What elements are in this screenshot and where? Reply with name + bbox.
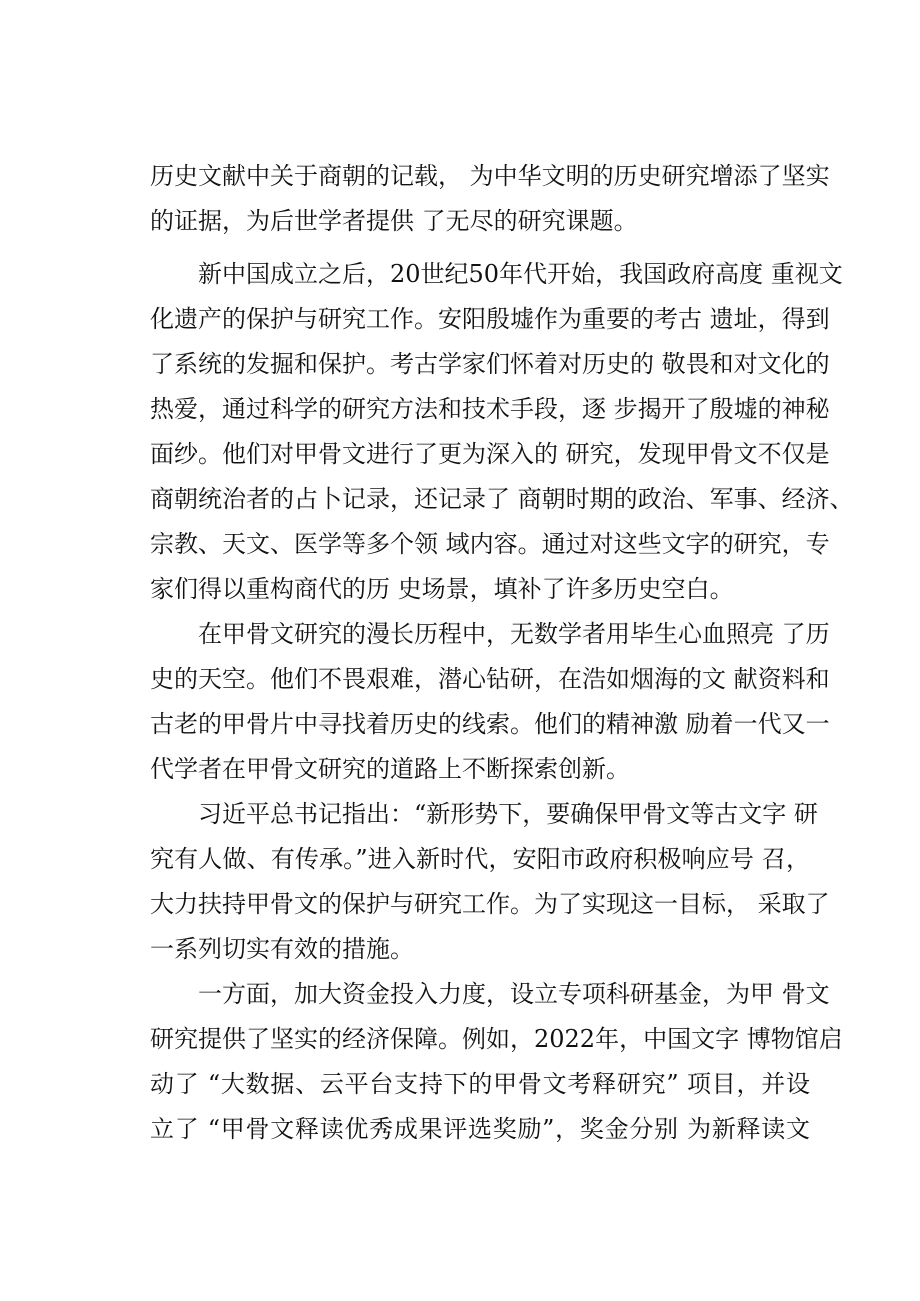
text-line: 古老的甲骨片中寻找着历史的线索。他们的精神激 励着一代又一 [150,710,830,738]
text-line: 代学者在甲骨文研究的道路上不断探索创新。 [150,755,630,783]
text-line: 立了 “甲骨文释读优秀成果评选奖励”，奖金分别 为新释读文 [150,1115,810,1143]
text-line: 宗教、天文、医学等多个领 域内容。通过对这些文字的研究，专 [150,530,830,558]
text-line: 动了 “大数据、云平台支持下的甲骨文考释研究” 项目，并设 [150,1070,810,1098]
text-line: 一方面，加大资金投入力度，设立专项科研基金，为甲 骨文 [198,980,830,1008]
text-line: 究有人做、有传承。”进入新时代，安阳市政府积极响应号 召， [150,845,810,873]
text-line: 历史文献中关于商朝的记载， 为中华文明的历史研究增添了坚实 [150,162,830,190]
text-line: 大力扶持甲骨文的保护与研究工作。为了实现这一目标， 采取了 [150,890,830,918]
text-line: 一系列切实有效的措施。 [150,935,414,963]
text-line: 热爱，通过科学的研究方法和技术手段，逐 步揭开了殷墟的神秘 [150,395,830,423]
text-line: 了系统的发掘和保护。考古学家们怀着对历史的 敬畏和对文化的 [150,350,830,378]
text-line: 化遗产的保护与研究工作。安阳殷墟作为重要的考古 遗址，得到 [150,305,830,333]
text-line: 新中国成立之后，20世纪50年代开始，我国政府高度 重视文 [198,260,843,288]
text-line: 面纱。他们对甲骨文进行了更为深入的 研究，发现甲骨文不仅是 [150,440,830,468]
text-line: 习近平总书记指出：“新形势下，要确保甲骨文等古文字 研 [198,800,818,828]
text-line: 商朝统治者的占卜记录，还记录了 商朝时期的政治、军事、经济、 [150,485,854,513]
text-line: 的证据，为后世学者提供 了无尽的研究课题。 [150,207,638,235]
text-line: 史的天空。他们不畏艰难，潜心钻研，在浩如烟海的文 献资料和 [150,665,830,693]
text-line: 家们得以重构商代的历 史场景，填补了许多历史空白。 [150,575,734,603]
text-line: 研究提供了坚实的经济保障。例如，2022年，中国文字 博物馆启 [150,1025,843,1053]
text-line: 在甲骨文研究的漫长历程中，无数学者用毕生心血照亮 了历 [198,620,830,648]
